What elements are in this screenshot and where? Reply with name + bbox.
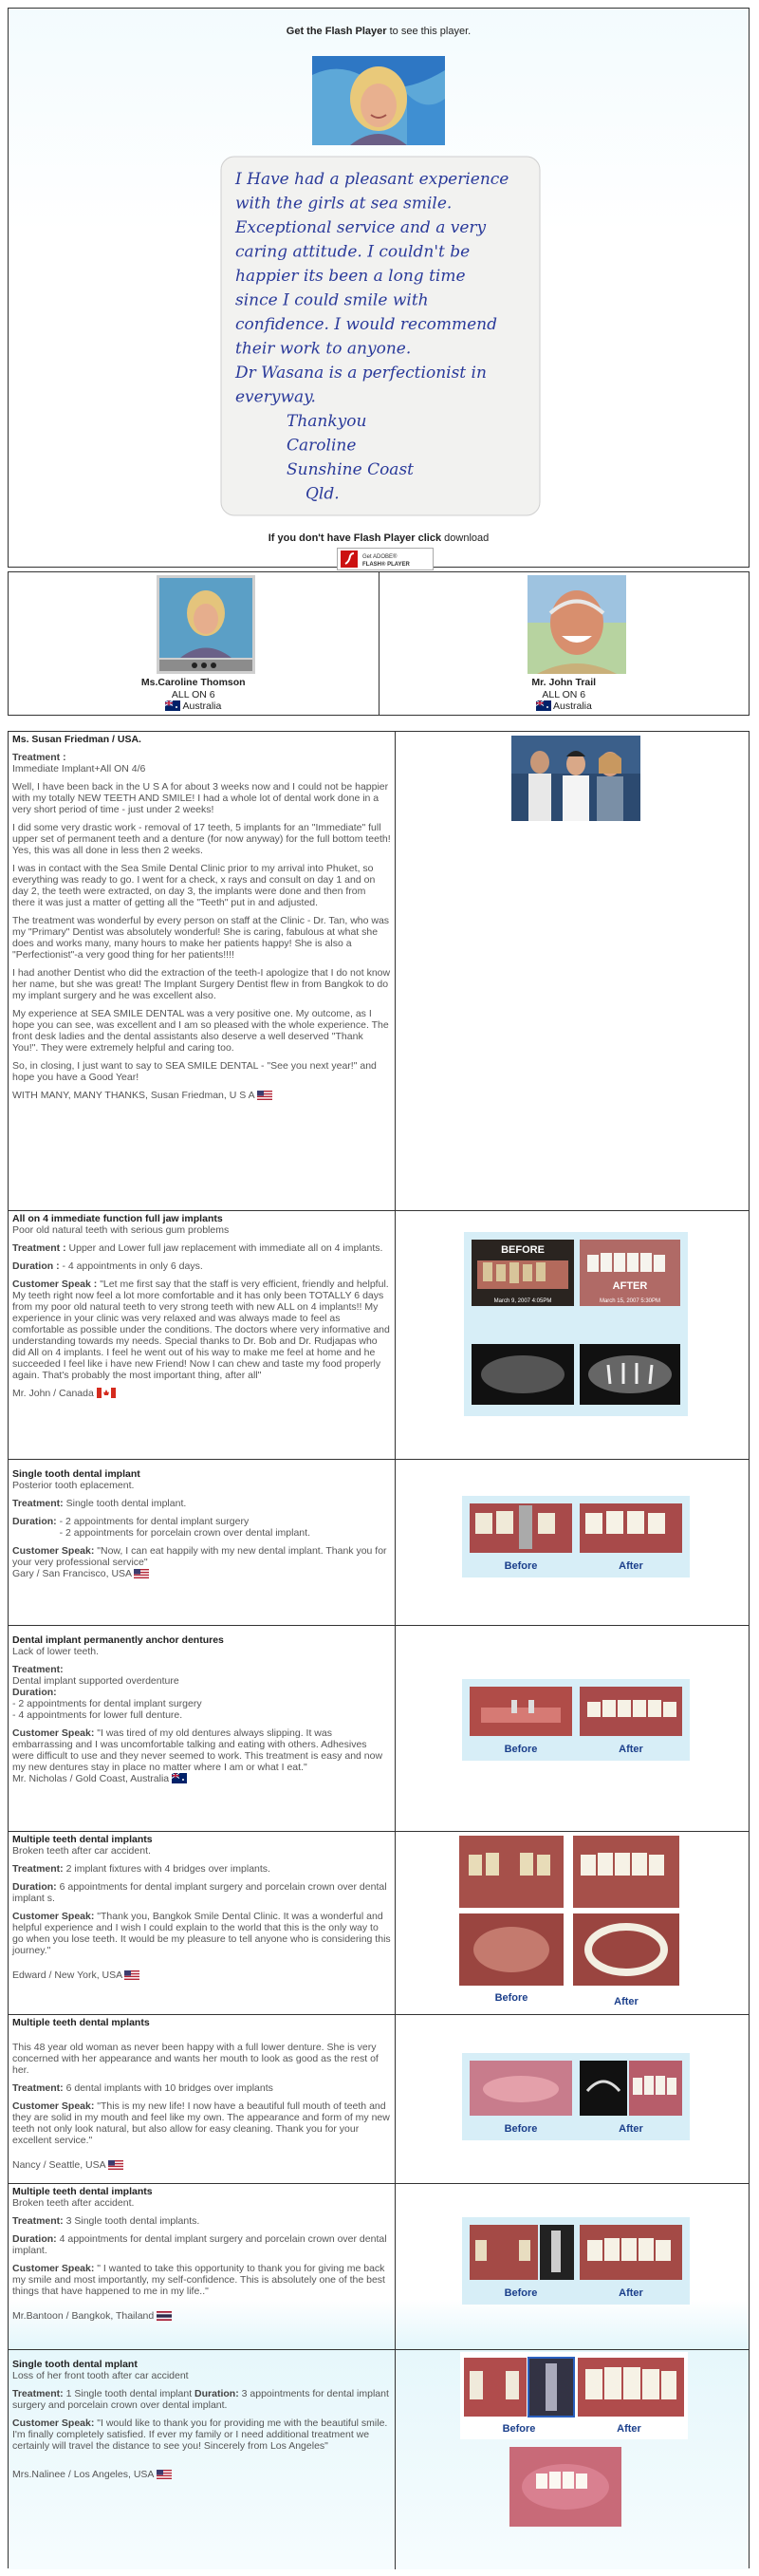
flash-player-box <box>8 8 750 568</box>
testimonial-subtitle: Poor old natural teeth with serious gum problems <box>12 1224 230 1236</box>
svg-text:March 15, 2007 5:30PM: March 15, 2007 5:30PM <box>599 1298 661 1304</box>
note-line: since I could smile with <box>235 290 429 310</box>
testimonial-image-cell <box>396 2184 749 2349</box>
author-text: Nancy / Seattle, USA <box>12 2159 106 2171</box>
single-implant-before-after-image <box>462 1496 690 1577</box>
flash-player-title <box>9 26 749 37</box>
usa-flag-icon <box>157 2470 172 2479</box>
testimonial-author <box>12 1969 391 1981</box>
testimonial-intro: This 48 year old woman as never been happy with a full lower denture. She is very concerned with her appearance and wants her mouth to look as good as the rest of her. <box>12 2042 379 2076</box>
duration-value: 3 appointments for dental implant surgery and porcelain crown over dental implant. <box>12 2388 389 2411</box>
treatment-label: Treatment: <box>12 1863 64 1875</box>
all-on-4-before-after-image <box>464 1232 688 1416</box>
duration-value: 4 appointments for dental implant surgery and porcelain crown over dental implant. <box>12 2233 387 2256</box>
usa-flag-icon <box>134 1569 149 1578</box>
testimonial-author <box>12 1773 391 1784</box>
patient-country-name: Australia <box>552 700 592 712</box>
handwritten-note-card <box>220 156 541 516</box>
customer-speak-label: Customer Speak: <box>12 2100 95 2112</box>
testimonial-text <box>9 1832 396 2014</box>
svg-text:Before: Before <box>502 2423 536 2435</box>
svg-text:Before: Before <box>504 1560 538 1572</box>
flash-title-rest: to see this player. <box>386 26 472 37</box>
testimonial-text <box>9 2015 396 2183</box>
testimonial-image-cell <box>396 1626 749 1831</box>
note-line: confidence. I would recommend <box>235 315 497 334</box>
testimonial-text <box>9 2350 396 2569</box>
testimonial-signoff <box>12 1090 391 1101</box>
duration-label: Duration: <box>12 2233 57 2245</box>
svg-text:FLASH® PLAYER: FLASH® PLAYER <box>362 562 410 568</box>
thailand-flag-icon <box>157 2311 172 2321</box>
patient-name: Mr. John Trail <box>531 677 597 688</box>
customer-speak-label: Customer Speak : <box>12 1279 98 1290</box>
patient-treatment: ALL ON 6 <box>171 689 215 700</box>
testimonial-image-cell <box>396 1832 749 2014</box>
customer-speak-value: "Now, I can eat happily with my new dental implant. Thank you for your very professional service" <box>12 1545 387 1568</box>
customer-speak-label: Customer Speak: <box>12 1911 95 1922</box>
testimonial-image-cell <box>396 2350 749 2569</box>
testimonial-paragraph: My experience at SEA SMILE DENTAL was a very positive one. My outcome, as I hope you can see, was excellent and I am so pleased with the whole experience. The front desk ladies and the dental assistants also deserve a well deserved "Thank You!". They were extremely helpful and caring too. <box>12 1008 389 1054</box>
usa-flag-icon <box>108 2160 123 2170</box>
svg-text:After: After <box>619 1560 643 1572</box>
testimonial-text <box>9 2184 396 2349</box>
testimonial-text <box>9 1211 396 1459</box>
customer-speak-value: "This is my new life! I now have a beautiful full mouth of teeth and they are solid in my mouth and feel like my own. The appearance and form of my new teeth not only look natural, but also allow for easy cleaning. Thank you for your excellent service." <box>12 2100 390 2146</box>
testimonial-author <box>12 2310 391 2322</box>
treatment-value: Upper and Lower full jaw replacement with immediate all on 4 implants. <box>68 1242 383 1254</box>
author-text: Gary / San Francisco, USA <box>12 1568 132 1579</box>
duration-label: Duration : <box>12 1260 60 1272</box>
note-line: Exceptional service and a very <box>235 218 487 237</box>
caroline-video-thumbnail[interactable] <box>157 575 255 674</box>
testimonial-text <box>9 732 396 1210</box>
treatment-value: Immediate Implant+All ON 4/6 <box>12 763 146 775</box>
patient-country <box>380 700 750 712</box>
testimonial-row <box>9 1832 749 2015</box>
australia-flag-icon <box>172 1773 187 1783</box>
duration-value: - 4 appointments in only 6 days. <box>62 1260 203 1272</box>
patient-card[interactable] <box>379 572 750 715</box>
john-trail-photo[interactable] <box>528 575 626 674</box>
duration-label: Duration: <box>12 1516 57 1527</box>
customer-speak-value: "I would like to thank you for providing me with the beautiful smile. I'm finally completely satisfied. If ever my family or I need additional treatment we certainly will travel the distance to see you! Sincerely from Los Angeles" <box>12 2417 388 2452</box>
treatment-label: Treatment: <box>12 1498 64 1509</box>
flash-missing-text: If you don't have Flash Player click <box>268 532 442 544</box>
treatment-value: Single tooth dental implant. <box>65 1498 187 1509</box>
note-line: I Have had a pleasant experience <box>235 170 509 189</box>
note-line: Thankyou <box>287 412 367 431</box>
testimonial-subtitle: Broken teeth after car accident. <box>12 1845 151 1857</box>
author-text: Mr.Bantoon / Bangkok, Thailand <box>12 2310 155 2322</box>
author-text: Mr. Nicholas / Gold Coast, Australia <box>12 1773 170 1784</box>
signoff-text: WITH MANY, MANY THANKS, Susan Friedman, U S A <box>12 1090 254 1101</box>
svg-text:Before: Before <box>504 1744 538 1755</box>
duration-line: - 2 appointments for dental implant surgery <box>59 1516 250 1527</box>
author-text: Edward / New York, USA <box>12 1969 122 1981</box>
treatment-value: 1 Single tooth dental implant <box>65 2388 193 2399</box>
treatment-label: Treatment : <box>12 1242 66 1254</box>
note-line: Dr Wasana is a perfectionist in <box>235 364 487 383</box>
testimonial-title: Single tooth dental mplant <box>12 2359 138 2370</box>
duration-line: - 4 appointments for lower full denture. <box>12 1709 183 1721</box>
customer-speak-value: "Let me first say that the staff is very efficient, friendly and helpful. My teeth right now feel a lot more comfortable and it has only been TOTALLY 6 days from my poor old natural teeth to very strong teeth with new ALL on 4 implants!! My experience in your clinic was very relaxed and was always made to feel as comfortable as possible under the conditions. The doctors where very informative and understanding towards my needs. Special thanks to Dr. Bob and Dr. Rudjapas who did All on 4 implants. I feel he went out of his way to make me feel at home and he succeeded I feel like i have new Friend! Now I can chew and taste my food properly again. That's probably the most important thing, after all" <box>12 1279 390 1381</box>
customer-speak-label: Customer Speak: <box>12 2263 95 2274</box>
testimonial-title: Multiple teeth dental implants <box>12 1834 153 1845</box>
treatment-value: 6 dental implants with 10 bridges over implants <box>65 2082 273 2094</box>
svg-text:After: After <box>619 1744 643 1755</box>
patient-country-name: Australia <box>182 700 222 712</box>
group-photo <box>511 736 640 821</box>
testimonial-paragraph: Well, I have been back in the U S A for about 3 weeks now and I could not be happier with my totally NEW TEETH AND SMILE! I had a whole lot of dental work done in a very short period of time - just under 2 weeks! <box>12 781 389 815</box>
testimonial-author <box>12 2469 391 2480</box>
overdenture-before-after-image <box>462 1679 690 1761</box>
note-line: happier its been a long time <box>235 267 466 286</box>
australia-flag-icon <box>536 700 551 711</box>
download-link[interactable]: download <box>444 532 490 544</box>
svg-text:After: After <box>614 1996 639 2007</box>
testimonial-subtitle: Lack of lower teeth. <box>12 1646 100 1657</box>
note-line: Sunshine Coast <box>287 460 414 479</box>
testimonial-image-cell <box>396 2015 749 2183</box>
svg-text:After: After <box>619 2123 643 2135</box>
patient-card[interactable] <box>9 572 379 715</box>
svg-text:After: After <box>619 2287 643 2299</box>
get-flash-player-badge[interactable] <box>337 548 434 570</box>
customer-speak-label: Customer Speak: <box>12 2417 95 2429</box>
treatment-value: 3 Single tooth dental implants. <box>65 2215 200 2227</box>
author-text: Mrs.Nalinee / Los Angeles, USA <box>12 2469 154 2480</box>
patient-treatment: ALL ON 6 <box>542 689 586 700</box>
testimonial-row <box>9 2184 749 2350</box>
note-line: their work to anyone. <box>235 339 412 359</box>
duration-value: 6 appointments for dental implant surgery and porcelain crown over dental implant s. <box>12 1881 387 1904</box>
duration-label: Duration: <box>12 1687 57 1698</box>
testimonial-row <box>9 732 749 1211</box>
note-line: everyway. <box>235 387 316 407</box>
testimonials-table <box>8 731 750 2568</box>
patient-country <box>9 700 379 712</box>
testimonial-title: All on 4 immediate function full jaw implants <box>12 1213 223 1224</box>
testimonial-title: Multiple teeth dental mplants <box>12 2017 150 2028</box>
note-line: Qld. <box>305 484 340 504</box>
multiple-implants-before-after-image <box>457 1834 685 2012</box>
testimonial-row <box>9 1460 749 1626</box>
customer-speak-value: "Thank you, Bangkok Smile Dental Clinic. It was a wonderful and helpful experience and I wish I could explain to the world that this is the only way to go when you lose teeth. It would be my pleasure to tell anyone who is considering this journey." <box>12 1911 391 1956</box>
svg-text:BEFORE: BEFORE <box>501 1244 545 1256</box>
testimonial-title: Multiple teeth dental implants <box>12 2186 153 2197</box>
customer-speak-label: Customer Speak: <box>12 1727 95 1739</box>
testimonial-title: Single tooth dental implant <box>12 1468 140 1480</box>
full-lower-implants-before-after-image <box>462 2053 690 2140</box>
testimonial-author <box>12 1388 391 1399</box>
front-tooth-before-after-image <box>460 2352 688 2567</box>
patient-name: Ms.Caroline Thomson <box>140 677 246 688</box>
australia-flag-icon <box>165 700 180 711</box>
caroline-photo <box>312 56 445 145</box>
treatment-label: Treatment: <box>12 2388 64 2399</box>
testimonial-image-cell <box>396 732 749 1210</box>
note-line: Caroline <box>287 436 357 456</box>
treatment-value: 2 implant fixtures with 4 bridges over implants. <box>65 1863 270 1875</box>
testimonial-author <box>12 1568 391 1579</box>
svg-text:Before: Before <box>504 2287 538 2299</box>
testimonial-subtitle: Posterior tooth eplacement. <box>12 1480 135 1491</box>
treatment-label: Treatment: <box>12 1664 64 1675</box>
testimonial-row <box>9 2015 749 2184</box>
treatment-label: Treatment : <box>12 752 66 763</box>
customer-speak-value: "I was tired of my old dentures always slipping. It was embarrassing and I was uncomfortable talking and eating with others. Adhesives were difficult to use and they never seemed to work. This treatment is easy and now my new dentures stay in place no matter where I am or what I eat." <box>12 1727 383 1773</box>
duration-line: - 2 appointments for dental implant surgery <box>12 1698 202 1709</box>
testimonial-author <box>12 2159 391 2171</box>
testimonial-row <box>9 2350 749 2569</box>
testimonial-subtitle: Broken teeth after accident. <box>12 2197 135 2209</box>
customer-speak-label: Customer Speak: <box>12 1545 95 1557</box>
patients-row <box>8 571 750 716</box>
treatment-label: Treatment: <box>12 2215 64 2227</box>
testimonial-paragraph: I did some very drastic work - removal of 17 teeth, 5 implants for an "Immediate" full upper set of permanent teeth and a denture (for now anyway) for the full bottom teeth! Yes, this was all done in less then 2 weeks. <box>12 822 391 856</box>
get-flash-link[interactable]: Get the Flash Player <box>286 26 387 37</box>
testimonial-row <box>9 1626 749 1832</box>
testimonial-text <box>9 1460 396 1625</box>
testimonial-title: Ms. Susan Friedman / USA. <box>12 734 141 745</box>
canada-flag-icon <box>97 1388 116 1398</box>
duration-line: - 2 appointments for porcelain crown over dental implant. <box>59 1527 310 1539</box>
svg-text:Get ADOBE®: Get ADOBE® <box>362 554 398 560</box>
testimonial-text <box>9 1626 396 1831</box>
testimonial-paragraph: I had another Dentist who did the extraction of the teeth-I apologize that I do not know her name, but she was great! The Implant Surgery Dentist flew in from Bangkok to do my implant surgery and he was excellent also. <box>12 967 391 1001</box>
testimonial-paragraph: I was in contact with the Sea Smile Dental Clinic prior to my arrival into Phuket, so everything was ready to go. I went for a check, x rays and consult on day 1 and on day 2, the teeth were extracted, on day 3, the implants were done and then from there it was just a matter of getting all the "Teeth" put in and adjusted. <box>12 863 376 908</box>
customer-speak-value: " I wanted to take this opportunity to thank you for giving me back my smile and most importantly, my self-confidence. This is absolutely one of the best things that have happened to me in my life.." <box>12 2263 385 2297</box>
note-line: with the girls at sea smile. <box>235 194 453 214</box>
usa-flag-icon <box>257 1091 272 1100</box>
testimonial-subtitle: Loss of her front tooth after car accident <box>12 2370 189 2381</box>
testimonial-title: Dental implant permanently anchor dentures <box>12 1634 224 1646</box>
svg-text:Before: Before <box>504 2123 538 2135</box>
testimonial-paragraph: So, in closing, I just want to say to SEA SMILE DENTAL - "See you next year!" and hope you have a Good Year! <box>12 1060 377 1083</box>
testimonial-image-cell <box>396 1460 749 1625</box>
flash-missing-message <box>9 532 749 544</box>
svg-text:After: After <box>617 2423 641 2435</box>
note-line: caring attitude. I couldn't be <box>235 242 471 262</box>
treatment-label: Treatment: <box>12 2082 64 2094</box>
svg-text:AFTER: AFTER <box>612 1280 648 1292</box>
svg-text:Before: Before <box>494 1992 528 2004</box>
three-implants-before-after-image <box>462 2217 690 2305</box>
duration-label: Duration: <box>12 1881 57 1893</box>
adobe-flash-logo-icon <box>338 549 433 569</box>
usa-flag-icon <box>124 1970 139 1980</box>
testimonial-paragraph: The treatment was wonderful by every person on staff at the Clinic - Dr. Tan, who was my "Primary" Dentist was absolutely wonderful! She is caring, fabulous at what she does and works many, many hours to make her patients happy! She is also a "Perfectionist"-a very good thing for her patients!!!! <box>12 915 390 961</box>
svg-text:March 9, 2007 4:05PM: March 9, 2007 4:05PM <box>493 1298 552 1304</box>
treatment-value: Dental implant supported overdenture <box>12 1675 179 1687</box>
testimonial-row <box>9 1211 749 1460</box>
author-text: Mr. John / Canada <box>12 1388 94 1399</box>
testimonial-image-cell <box>396 1211 749 1459</box>
duration-label: Duration: <box>194 2388 239 2399</box>
